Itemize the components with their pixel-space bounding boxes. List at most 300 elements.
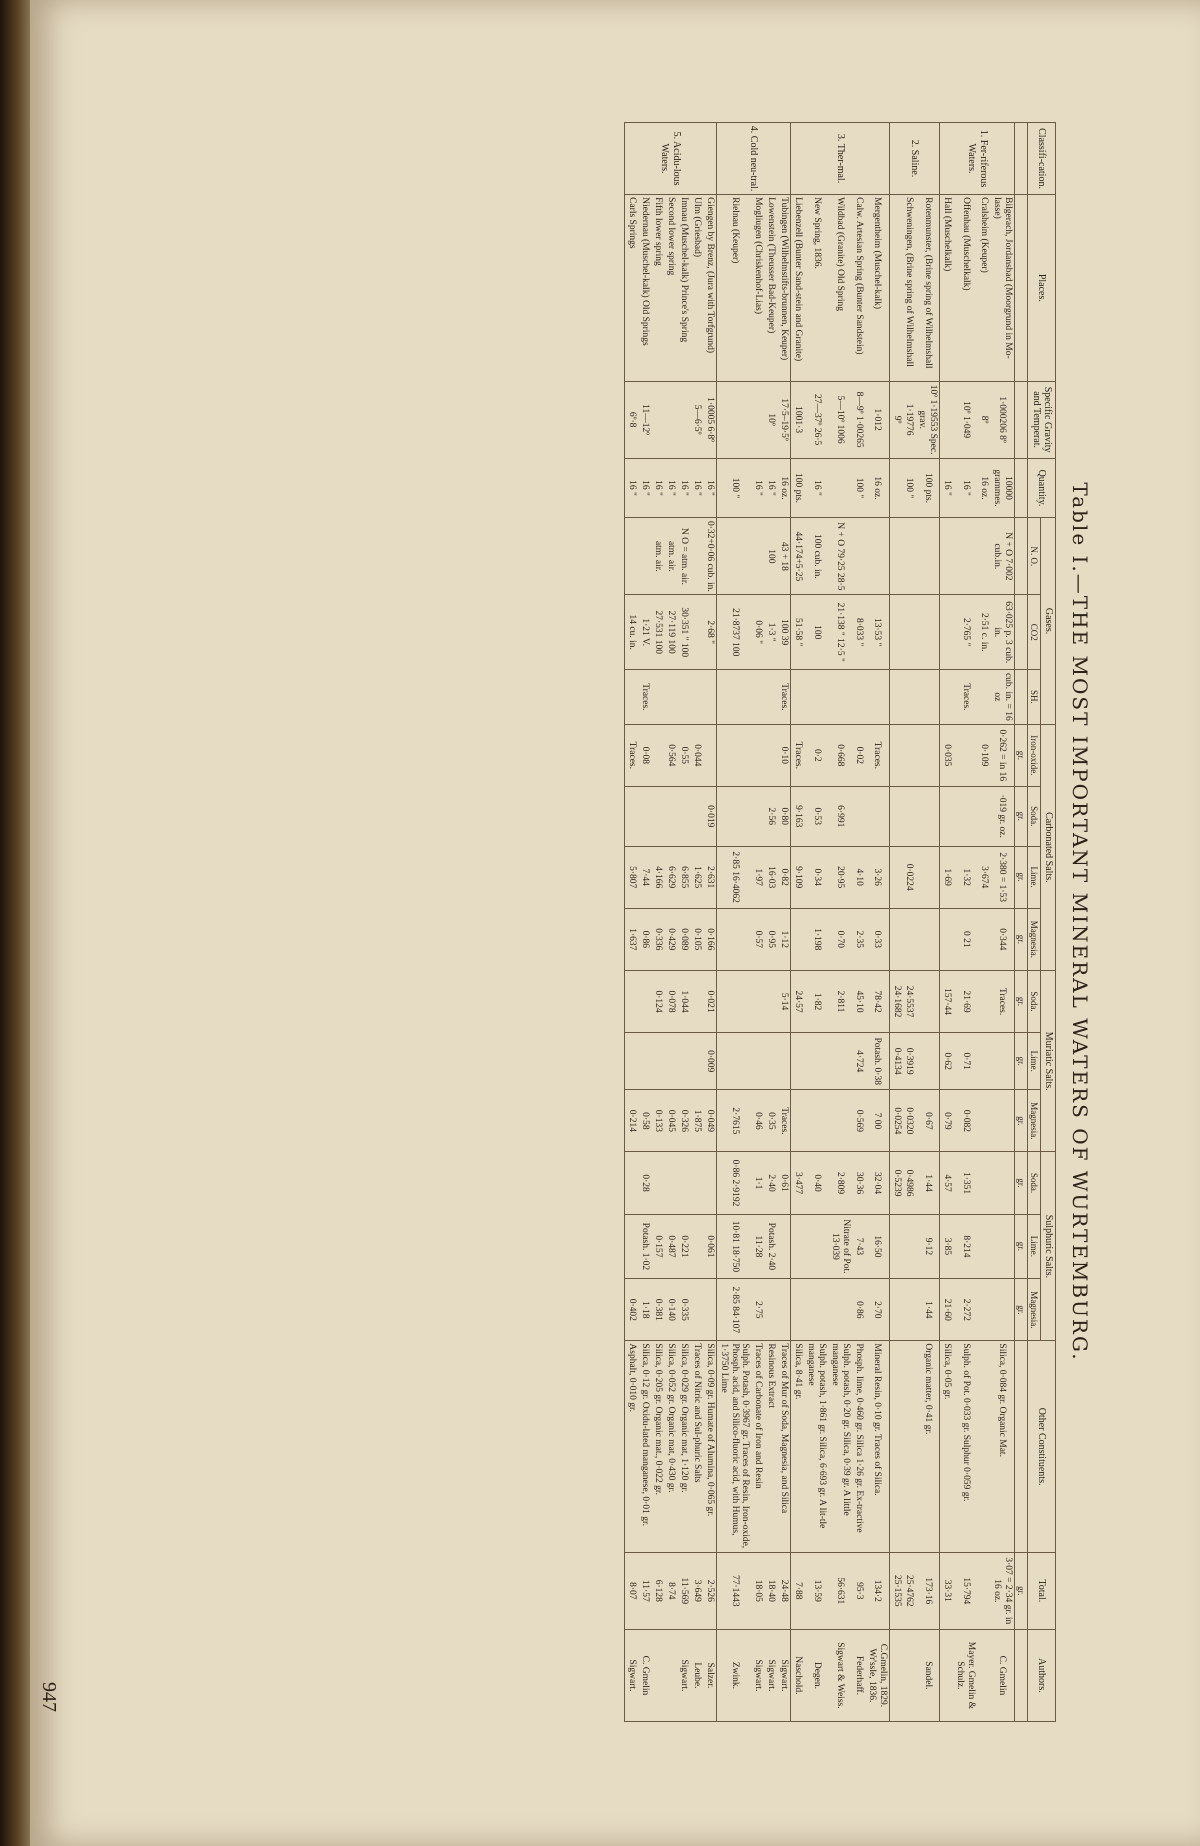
value-cell <box>940 786 953 846</box>
place-cell: Offenhau (Muschelkalk) <box>953 195 977 381</box>
value-cell: 1·1 <box>751 1152 764 1214</box>
table-title: Table I.—THE MOST IMPORTANT MINERAL WATERS OF WURTEMBURG. <box>1068 482 1092 1362</box>
author-cell: Sigwart. <box>625 1629 638 1721</box>
value-cell <box>852 518 865 595</box>
value-cell: 14 cu. in. <box>625 595 638 670</box>
value-cell <box>703 1279 716 1341</box>
value-cell: 10º 1·049 <box>953 381 977 458</box>
value-cell <box>638 786 651 846</box>
header-authors: Authors. <box>1028 1629 1056 1721</box>
value-cell: 134·2 <box>865 1552 889 1629</box>
header-classification: Classifi-cation. <box>1028 123 1056 195</box>
author-cell: C. Gmelin <box>638 1629 651 1721</box>
value-cell <box>940 670 953 725</box>
value-cell <box>777 1279 790 1341</box>
value-cell: 0·80 <box>777 786 790 846</box>
unit-cell <box>1014 518 1027 595</box>
value-cell <box>764 724 777 786</box>
value-cell: 16 " <box>764 458 777 518</box>
value-cell <box>716 786 751 846</box>
value-cell: 5·14 <box>777 970 790 1032</box>
value-cell <box>977 518 990 595</box>
value-cell <box>804 1279 828 1341</box>
value-cell: 6·855 <box>677 846 690 908</box>
value-cell: 8·214 <box>953 1214 977 1279</box>
value-cell <box>751 1033 764 1090</box>
unit-cell <box>1014 595 1027 670</box>
place-cell <box>889 195 902 381</box>
value-cell <box>664 670 677 725</box>
value-cell: 0·336 <box>651 908 664 970</box>
other-constituents-cell: Traces of Carbonate of Iron and Resin <box>751 1341 764 1552</box>
other-constituents-cell: Silica, 0·12 gr. Oxidu-lated manganese, 0·01 gr. <box>638 1341 651 1552</box>
value-cell <box>903 595 916 670</box>
value-cell: 3·674 <box>977 846 990 908</box>
value-cell: 16·03 <box>764 846 777 908</box>
value-cell <box>889 518 902 595</box>
value-cell: 100 pts. <box>791 458 804 518</box>
value-cell: 1·012 <box>865 381 889 458</box>
value-cell: 30·36 <box>852 1152 865 1214</box>
value-cell: 100 " <box>716 458 751 518</box>
author-cell: Zwink. <box>716 1629 751 1721</box>
value-cell: 100 " <box>903 458 916 518</box>
header-carb-soda: Soda. <box>1028 786 1041 846</box>
value-cell <box>977 908 990 970</box>
value-cell <box>690 670 703 725</box>
value-cell: 1·198 <box>804 908 828 970</box>
author-cell: C. Gmelin <box>990 1629 1014 1721</box>
value-cell: 11·28 <box>751 1214 764 1279</box>
value-cell: 1·18 <box>638 1279 651 1341</box>
value-cell <box>625 1214 638 1279</box>
value-cell: 95·3 <box>852 1552 865 1629</box>
value-cell: 16·50 <box>865 1214 889 1279</box>
value-cell: 1·97 <box>751 846 764 908</box>
value-cell: 1·82 <box>804 970 828 1032</box>
value-cell <box>791 670 804 725</box>
value-cell: 5—10º 1006 <box>828 381 852 458</box>
value-cell <box>865 786 889 846</box>
place-cell: Calw. Artesian Spring (Bunter Sandstein) <box>852 195 865 381</box>
value-cell: 77·1443 <box>716 1552 751 1629</box>
value-cell: 33·31 <box>940 1552 953 1629</box>
value-cell <box>791 1090 804 1152</box>
page-number: 947 <box>38 1682 60 1712</box>
value-cell <box>690 1214 703 1279</box>
value-cell: 25·1535 <box>889 1552 902 1629</box>
value-cell: 0·105 <box>690 908 703 970</box>
author-cell: Degen. <box>804 1629 828 1721</box>
value-cell: 0·0224 <box>903 846 916 908</box>
value-cell <box>828 458 852 518</box>
value-cell: 9·163 <box>791 786 804 846</box>
place-cell: Hall (Muschelkalk) <box>940 195 953 381</box>
table-row <box>777 123 790 1722</box>
unit-cell: gr. <box>1014 970 1027 1032</box>
place-cell: Cralsheim (Keuper) <box>977 195 990 381</box>
value-cell: Traces. <box>638 670 651 725</box>
value-cell <box>716 518 751 595</box>
other-constituents-cell: Asphalt, 0·010 gr. <box>625 1341 638 1552</box>
header-sulph-lime: Lime. <box>1028 1214 1041 1279</box>
unit-cell: gr. <box>1014 1033 1027 1090</box>
value-cell <box>828 1090 852 1152</box>
value-cell: 21·8737 100 <box>716 595 751 670</box>
unit-cell: gr. <box>1014 908 1027 970</box>
author-cell <box>651 1629 664 1721</box>
value-cell: 16 " <box>651 458 664 518</box>
value-cell <box>638 1033 651 1090</box>
place-cell: Niedernau (Muschel-kalk) Old Springs <box>638 195 651 381</box>
value-cell: 0·58 <box>638 1090 651 1152</box>
value-cell <box>664 786 677 846</box>
value-cell: 44·174+5·25 <box>791 518 804 595</box>
value-cell <box>716 381 751 458</box>
value-cell <box>903 1279 916 1341</box>
value-cell <box>865 518 889 595</box>
value-cell <box>651 381 664 458</box>
value-cell: 2·68 " <box>703 595 716 670</box>
value-cell: 16 " <box>953 458 977 518</box>
value-cell: 100 " <box>852 458 865 518</box>
value-cell: 0·221 <box>677 1214 690 1279</box>
value-cell: 9º <box>889 381 902 458</box>
value-cell: 0·089 <box>677 908 690 970</box>
other-constituents-cell: Silica, 8·41 gr. <box>791 1341 804 1552</box>
value-cell: 10·81 18·750 <box>716 1214 751 1279</box>
classification-cell: 1. Fer-riferous Waters. <box>940 123 1015 195</box>
value-cell: 0·157 <box>651 1214 664 1279</box>
value-cell: 173·16 <box>915 1552 939 1629</box>
unit-cell: gr. <box>1014 724 1027 786</box>
value-cell <box>915 846 939 908</box>
value-cell <box>940 908 953 970</box>
value-cell: 24·1682 <box>889 970 902 1032</box>
value-cell <box>664 381 677 458</box>
value-cell <box>677 1152 690 1214</box>
unit-cell: gr. <box>1014 1214 1027 1279</box>
value-cell: 21·69 <box>953 970 977 1032</box>
value-cell <box>903 1214 916 1279</box>
value-cell: 20·95 <box>828 846 852 908</box>
unit-cell: gr. <box>1014 1552 1027 1629</box>
value-cell: 3·07 = 2·34 gr. in 16 oz. <box>990 1552 1014 1629</box>
value-cell <box>889 595 902 670</box>
classification-cell: 4. Cold neu-tral. <box>716 123 791 195</box>
value-cell: 16 oz. <box>977 458 990 518</box>
value-cell <box>828 1033 852 1090</box>
value-cell: 0·381 <box>651 1279 664 1341</box>
value-cell: 15·794 <box>953 1552 977 1629</box>
value-cell: 0·62 <box>940 1033 953 1090</box>
value-cell: 0·53 <box>804 786 828 846</box>
value-cell <box>804 670 828 725</box>
author-cell: Sigwart. <box>764 1629 777 1721</box>
value-cell <box>791 1033 804 1090</box>
value-cell <box>977 1033 990 1090</box>
value-cell <box>953 724 977 786</box>
value-cell: 0·133 <box>651 1090 664 1152</box>
table-row <box>764 123 777 1722</box>
value-cell: 6·991 <box>828 786 852 846</box>
value-cell <box>625 518 638 595</box>
other-constituents-cell: Sulph. of Pot. 0·033 gr. Sulphur 0·059 gr. <box>953 1341 977 1552</box>
value-cell <box>977 1152 990 1214</box>
author-cell: Federhaff. <box>852 1629 865 1721</box>
value-cell: 0·487 <box>664 1214 677 1279</box>
value-cell <box>953 518 977 595</box>
table-row <box>651 123 664 1722</box>
value-cell: 0·3919 <box>903 1033 916 1090</box>
table-row <box>638 123 651 1722</box>
value-cell: 13·59 <box>804 1552 828 1629</box>
table-row <box>828 123 852 1722</box>
value-cell: 16 " <box>638 458 651 518</box>
value-cell <box>625 1152 638 1214</box>
value-cell: 0·06 " <box>751 595 764 670</box>
author-cell: Sigwart. <box>677 1629 690 1721</box>
value-cell <box>915 970 939 1032</box>
value-cell: 0·79 <box>940 1090 953 1152</box>
other-constituents-cell: Silica, 0·052 gr. Organic mat, 0·430 gr. <box>664 1341 677 1552</box>
value-cell: 100 cub. in. <box>804 518 828 595</box>
value-cell: 18·05 <box>751 1552 764 1629</box>
value-cell: Potash. 2·40 <box>764 1214 777 1279</box>
value-cell <box>764 670 777 725</box>
value-cell <box>940 381 953 458</box>
value-cell: 2·75 <box>751 1279 764 1341</box>
value-cell: 0·34 <box>804 846 828 908</box>
value-cell <box>865 670 889 725</box>
value-cell <box>690 518 703 595</box>
value-cell: 0·166 <box>703 908 716 970</box>
value-cell <box>677 670 690 725</box>
value-cell: 2·380 = 1·53 <box>990 846 1014 908</box>
value-cell <box>804 1214 828 1279</box>
value-cell <box>777 1214 790 1279</box>
other-constituents-cell: Phosph. lime, 0·460 gr. Silica 1·26 gr. Ex-tractive <box>852 1341 865 1552</box>
table-row <box>915 123 939 1722</box>
value-cell: 4·166 <box>651 846 664 908</box>
table-row <box>625 123 638 1722</box>
value-cell: 9·12 <box>915 1214 939 1279</box>
author-cell <box>977 1629 990 1721</box>
value-cell <box>690 1279 703 1341</box>
value-cell: 0·0320 <box>903 1090 916 1152</box>
value-cell: 9·109 <box>791 846 804 908</box>
header-places: Places. <box>1028 195 1056 381</box>
header-mur-lime: Lime. <box>1028 1033 1041 1090</box>
value-cell: 2·811 <box>828 970 852 1032</box>
author-cell: Sigwart. <box>777 1629 790 1721</box>
table-row <box>977 123 990 1722</box>
value-cell: 1·32 <box>953 846 977 908</box>
place-cell: Second lower spring <box>664 195 677 381</box>
value-cell: 157·44 <box>940 970 953 1032</box>
value-cell: 45·10 <box>852 970 865 1032</box>
value-cell: 2·70 <box>865 1279 889 1341</box>
value-cell <box>977 786 990 846</box>
value-cell: 2·85 84·107 <box>716 1279 751 1341</box>
unit-cell <box>1014 670 1027 725</box>
value-cell: N O = atm. air. <box>677 518 690 595</box>
value-cell <box>751 518 764 595</box>
value-cell <box>690 1152 703 1214</box>
value-cell: 1·875 <box>690 1090 703 1152</box>
value-cell <box>751 970 764 1032</box>
value-cell: 10º <box>764 381 777 458</box>
author-cell <box>940 1629 953 1721</box>
value-cell <box>903 670 916 725</box>
value-cell: 27·531 100 <box>651 595 664 670</box>
value-cell: 7·43 <box>852 1214 865 1279</box>
value-cell: 2·272 <box>953 1279 977 1341</box>
value-cell <box>977 1552 990 1629</box>
value-cell: 16 " <box>940 458 953 518</box>
value-cell: 0·335 <box>677 1279 690 1341</box>
value-cell: 0·344 <box>990 908 1014 970</box>
other-constituents-cell: Sulph. potash, 1·861 gr. Silica, 6·693 gr. A lit-tle manganese <box>804 1341 828 1552</box>
value-cell: 0·40 <box>804 1152 828 1214</box>
value-cell: 16 " <box>625 458 638 518</box>
value-cell: 2·85 16·4062 <box>716 846 751 908</box>
place-cell: Wildbad (Granite) Old Spring <box>828 195 852 381</box>
author-cell: Naschold. <box>791 1629 804 1721</box>
value-cell <box>625 1033 638 1090</box>
value-cell: 0·049 <box>703 1090 716 1152</box>
value-cell: 56·631 <box>828 1552 852 1629</box>
value-cell <box>915 518 939 595</box>
table-row <box>703 123 716 1722</box>
unit-cell: gr. <box>1014 1090 1027 1152</box>
value-cell: 0·009 <box>703 1033 716 1090</box>
value-cell: Traces. <box>777 1090 790 1152</box>
value-cell: Traces. <box>990 970 1014 1032</box>
value-cell: 0·0254 <box>889 1090 902 1152</box>
value-cell: 6·629 <box>664 846 677 908</box>
value-cell <box>903 724 916 786</box>
value-cell: 4·724 <box>852 1033 865 1090</box>
value-cell <box>751 724 764 786</box>
value-cell: 5·807 <box>625 846 638 908</box>
value-cell: 2·631 <box>703 846 716 908</box>
value-cell <box>804 1033 828 1090</box>
value-cell <box>651 1152 664 1214</box>
value-cell: 0·46 <box>751 1090 764 1152</box>
author-cell: Sigwart. <box>751 1629 764 1721</box>
value-cell: 0·70 <box>828 908 852 970</box>
value-cell: 0·429 <box>664 908 677 970</box>
value-cell: 0·569 <box>852 1090 865 1152</box>
value-cell <box>651 670 664 725</box>
header-gases: Gases. <box>1041 518 1056 724</box>
value-cell <box>751 786 764 846</box>
value-cell <box>977 670 990 725</box>
value-cell <box>764 1033 777 1090</box>
classification-cell: 2. Saline. <box>889 123 940 195</box>
value-cell: 1·044 <box>677 970 690 1032</box>
value-cell: 16 " <box>664 458 677 518</box>
unit-cell <box>1014 123 1027 195</box>
value-cell: Traces. <box>625 724 638 786</box>
value-cell <box>889 670 902 725</box>
value-cell <box>716 724 751 786</box>
value-cell <box>690 1033 703 1090</box>
place-cell: Lowenstein (Theusser Bad-Keuper) <box>764 195 777 381</box>
value-cell <box>915 670 939 725</box>
value-cell: 1·44 <box>915 1279 939 1341</box>
value-cell: 6·128 <box>651 1552 664 1629</box>
value-cell <box>903 518 916 595</box>
author-cell <box>903 1629 916 1721</box>
other-constituents-cell <box>977 1341 990 1552</box>
value-cell: 0·078 <box>664 970 677 1032</box>
value-cell: 0·109 <box>977 724 990 786</box>
value-cell: 30·351 " 100 <box>677 595 690 670</box>
value-cell <box>764 1279 777 1341</box>
value-cell: 7 00 <box>865 1090 889 1152</box>
value-cell: 10000 grammes. <box>990 458 1014 518</box>
value-cell: 21·60 <box>940 1279 953 1341</box>
value-cell: 1001·3 <box>791 381 804 458</box>
place-cell: Mogliugen (Chriskenhof-Lias) <box>751 195 764 381</box>
value-cell <box>677 786 690 846</box>
value-cell: 0·140 <box>664 1279 677 1341</box>
header-muriatic: Muriatic Salts. <box>1041 970 1056 1152</box>
table-body <box>625 123 1028 1722</box>
value-cell: Traces. <box>777 670 790 725</box>
value-cell: 51·58 " <box>791 595 804 670</box>
value-cell: 0 21 <box>953 908 977 970</box>
value-cell <box>990 1279 1014 1341</box>
value-cell: 0·55 <box>677 724 690 786</box>
author-cell: Leube. <box>690 1629 703 1721</box>
other-constituents-cell: Traces of Mur of Soda, Magnesia, and Silica <box>777 1341 790 1552</box>
value-cell: 0·402 <box>625 1279 638 1341</box>
value-cell: 0·4134 <box>889 1033 902 1090</box>
value-cell: 63·025 p. 3 cub. in. <box>990 595 1014 670</box>
value-cell: Nitrate of Pot. 13·039 <box>828 1214 852 1279</box>
value-cell: 24·48 <box>777 1552 790 1629</box>
value-cell: 16 " <box>804 458 828 518</box>
value-cell: 0·71 <box>953 1033 977 1090</box>
unit-cell <box>1014 381 1027 458</box>
value-cell: 16 " <box>677 458 690 518</box>
mineral-waters-table <box>624 122 1056 1722</box>
value-cell <box>915 1033 939 1090</box>
value-cell <box>625 786 638 846</box>
value-cell: 78·42 <box>865 970 889 1032</box>
other-constituents-cell: Silica, 0·205 gr. Organic mat., 0·022 gr. <box>651 1341 664 1552</box>
value-cell: 100 39 <box>777 595 790 670</box>
value-cell <box>940 595 953 670</box>
value-cell: 16 " <box>703 458 716 518</box>
value-cell <box>791 908 804 970</box>
value-cell: 0·4986 <box>903 1152 916 1214</box>
value-cell <box>852 786 865 846</box>
value-cell <box>889 786 902 846</box>
value-cell: 0·044 <box>690 724 703 786</box>
table-row <box>852 123 865 1722</box>
value-cell <box>990 1090 1014 1152</box>
value-cell: 32·04 <box>865 1152 889 1214</box>
value-cell <box>889 458 902 518</box>
value-cell: Potash. 0·38 <box>865 1033 889 1090</box>
value-cell: 3·477 <box>791 1152 804 1214</box>
table-row <box>903 123 916 1722</box>
value-cell: 3·26 <box>865 846 889 908</box>
